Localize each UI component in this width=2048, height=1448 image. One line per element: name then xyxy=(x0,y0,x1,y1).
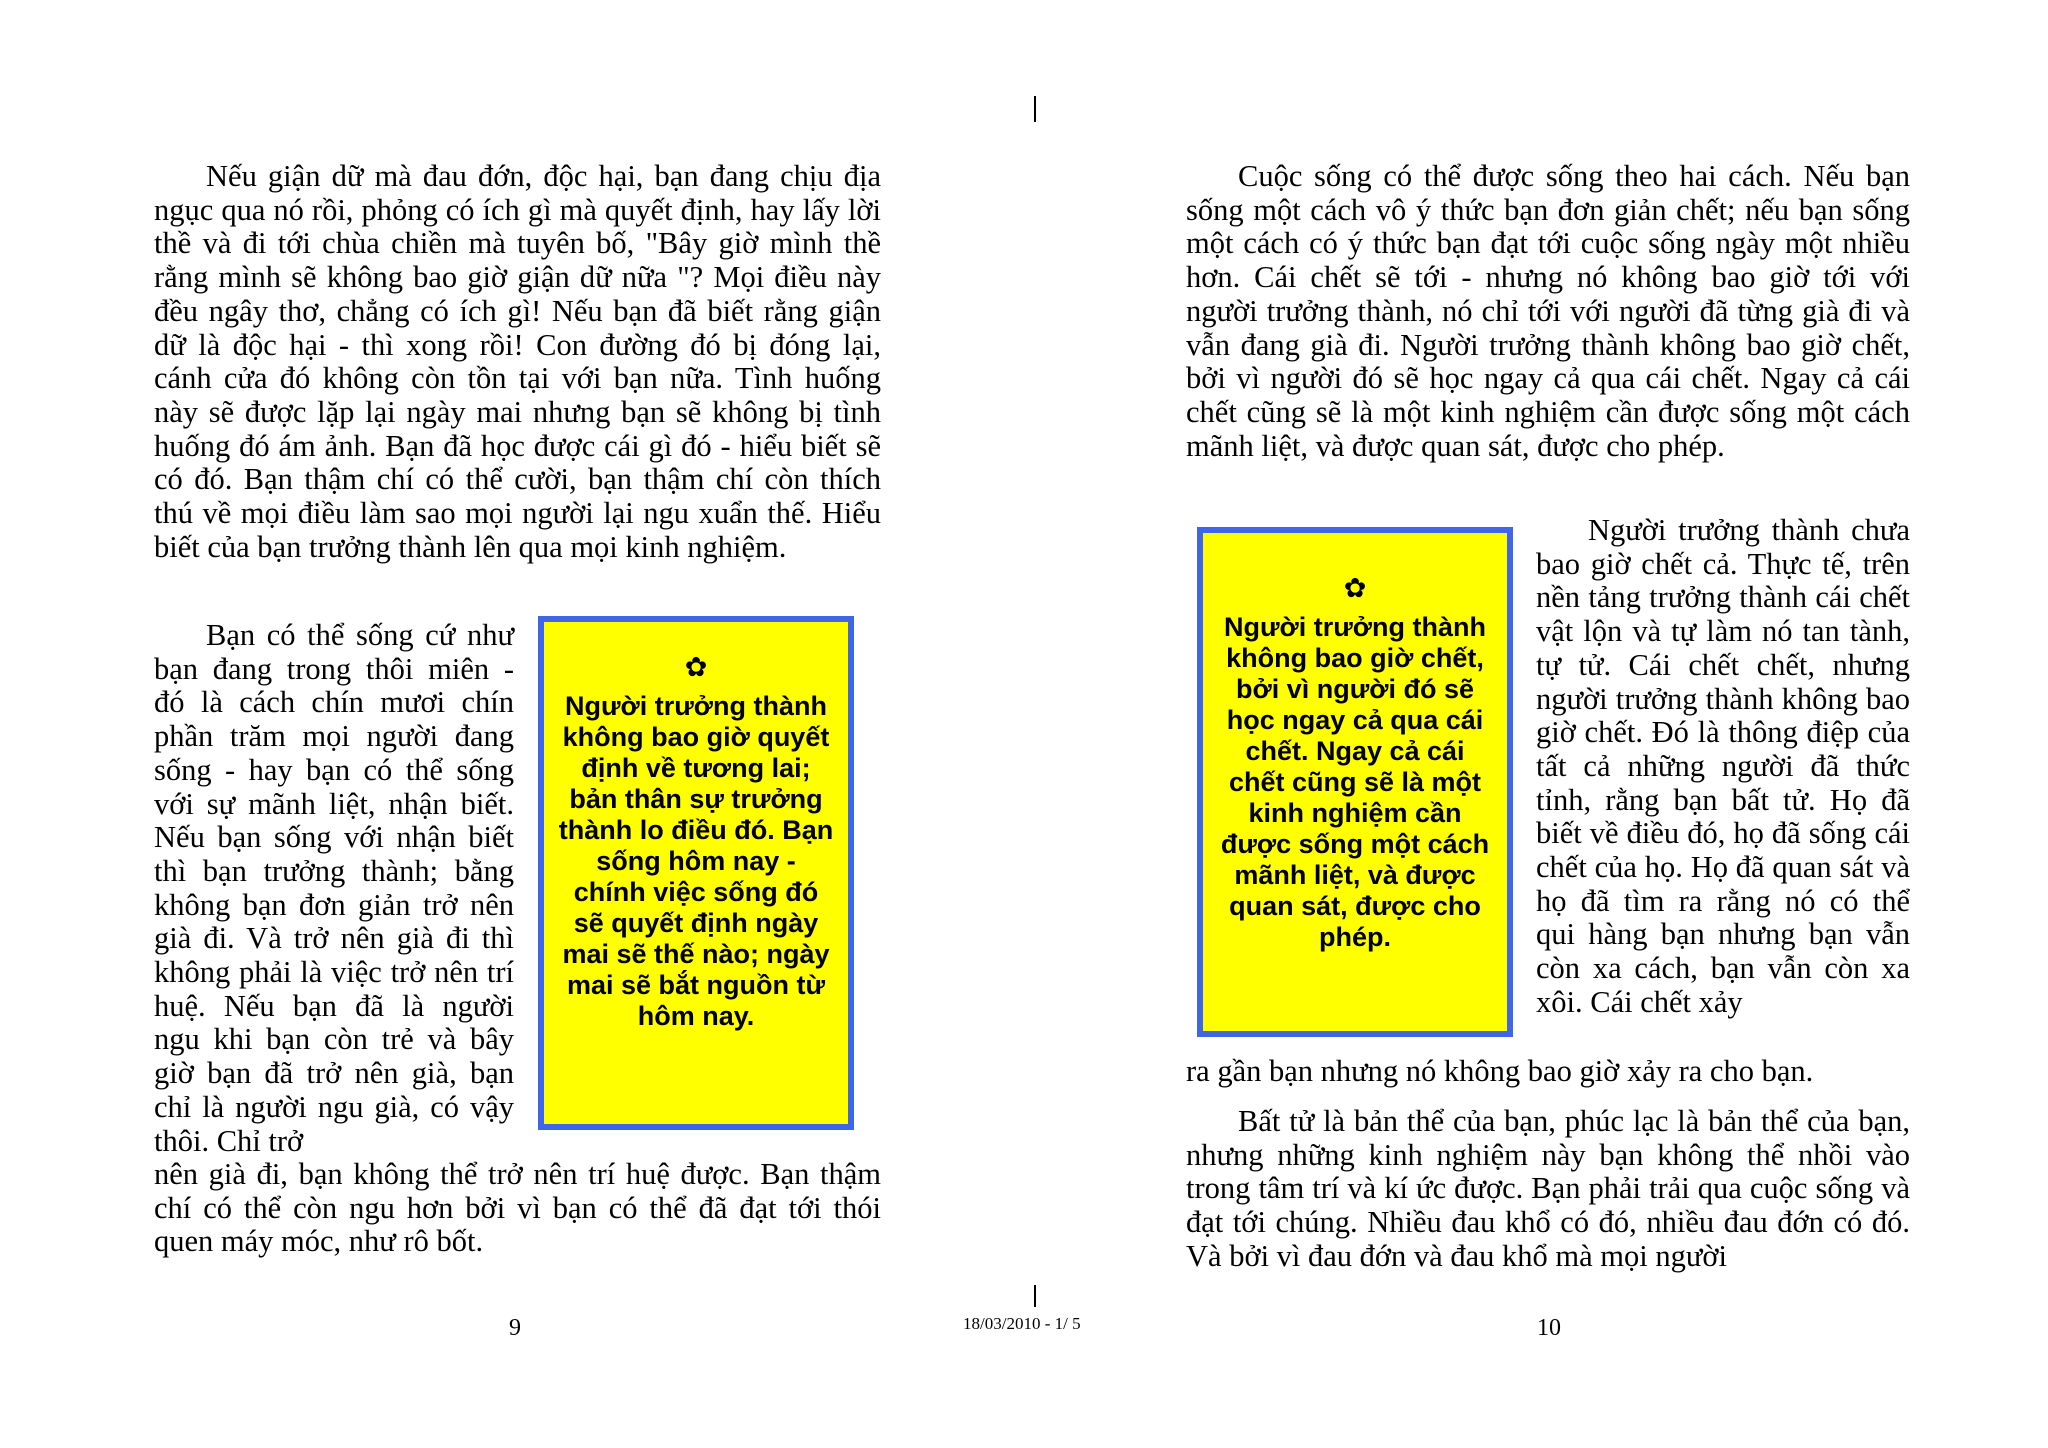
left-pull-quote-text: Người trưởng thành không bao giờ quyết định về tương lai; bản thân sự trưởng thành lo điều đó. Bạn sống hôm nay - chính việc sống đó sẽ quyết định ngày mai sẽ thế nào; ngày mai sẽ bắt nguồn từ hôm nay. xyxy=(558,691,834,1031)
right-paragraph-3: Bất tử là bản thể của bạn, phúc lạc là bản thể của bạn, nhưng những kinh nghiệm này bạn không thể nhồi vào trong tâm trí và kí ức được. Bạn phải trải qua cuộc sống và đạt tới chúng. Nhiều đau khổ có đó, nhiều đau đớn có đó. Và bởi vì đau đớn và đau khổ mà mọi người xyxy=(1186,1104,1910,1273)
left-page-number: 9 xyxy=(509,1315,521,1341)
left-pull-quote-box xyxy=(538,616,854,1130)
right-paragraph-2-tail: ra gần bạn nhưng nó không bao giờ xảy ra cho bạn. xyxy=(1186,1054,1814,1088)
bottom-divider-mark xyxy=(1034,1285,1036,1307)
ornament-icon: ✿ xyxy=(1343,573,1367,603)
right-page-number: 10 xyxy=(1537,1315,1561,1341)
left-paragraph-2-column: Bạn có thể sống cứ như bạn đang trong thôi miên - đó là cách chín mươi chín phần trăm mọi người đang sống - hay bạn có thể sống với sự mãnh liệt, nhận biết. Nếu bạn sống với nhận biết thì bạn trưởng thành; bằng không bạn đơn giản trở nên già đi. Và trở nên già đi thì không phải là việc trở nên trí huệ. Nếu bạn đã là người ngu khi bạn còn trẻ và bây giờ bạn đã trở nên già, bạn chỉ là người ngu già, có vậy thôi. Chỉ trở xyxy=(154,618,514,1158)
right-paragraph-1: Cuộc sống có thể được sống theo hai cách. Nếu bạn sống một cách vô ý thức bạn đơn giản chết; nếu bạn sống một cách có ý thức bạn đạt tới cuộc sống ngày một nhiều hơn. Cái chết sẽ tới - nhưng nó không bao giờ tới với người trưởng thành, nó chỉ tới với người đã từng già đi và vẫn đang già đi. Người trưởng thành không bao giờ chết, bởi vì người đó sẽ học ngay cả qua cái chết. Ngay cả cái chết cũng sẽ là một kinh nghiệm cần được sống một cách mãnh liệt, và được quan sát, được cho phép. xyxy=(1186,159,1910,463)
left-paragraph-1: Nếu giận dữ mà đau đớn, độc hại, bạn đang chịu địa ngục qua nó rồi, phỏng có ích gì mà quyết định, hay lấy lời thề và đi tới chùa chiền mà tuyên bố, "Bây giờ mình thề rằng mình sẽ không bao giờ giận dữ nữa "? Mọi điều này đều ngây thơ, chẳng có ích gì! Nếu bạn đã biết rằng giận dữ là độc hại - thì xong rồi! Con đường đó bị đóng lại, cánh cửa đó không còn tồn tại với bạn nữa. Tình huống này sẽ được lặp lại ngày mai nhưng bạn sẽ không bị tình huống đó ám ảnh. Bạn đã học được cái gì đó - hiểu biết sẽ có đó. Bạn thậm chí có thể cười, bạn thậm chí còn thích thú về mọi điều làm sao mọi người lại ngu xuẩn thế. Hiểu biết của bạn trưởng thành lên qua mọi kinh nghiệm. xyxy=(154,159,881,564)
left-paragraph-2-tail: nên già đi, bạn không thể trở nên trí huệ được. Bạn thậm chí có thể còn ngu hơn bởi vì bạn có thể đã đạt tới thói quen máy móc, như rô bốt. xyxy=(154,1157,881,1259)
right-paragraph-2-column: Người trưởng thành chưa bao giờ chết cả. Thực tế, trên nền tảng trưởng thành cái chết vật lộn và tự làm nó tan tành, tự tử. Cái chết chết, nhưng người trưởng thành không bao giờ chết. Đó là thông điệp của tất cả những người đã thức tỉnh, rằng bạn bất tử. Họ đã biết về điều đó, họ đã sống cái chết của họ. Họ đã quan sát và họ đã tìm ra rằng nó có thể qui hàng bạn nhưng bạn vẫn còn xa cách, bạn vẫn còn xa xôi. Cái chết xảy xyxy=(1536,513,1910,1019)
footer-date-page: 18/03/2010 - 1/ 5 xyxy=(963,1314,1081,1333)
ornament-icon: ✿ xyxy=(684,652,708,682)
right-pull-quote-box xyxy=(1197,527,1513,1037)
right-pull-quote-text: Người trưởng thành không bao giờ chết, bởi vì người đó sẽ học ngay cả qua cái chết. Ngay cả cái chết cũng sẽ là một kinh nghiệm cần được sống một cách mãnh liệt, và được quan sát, được cho phép. xyxy=(1220,612,1490,952)
top-divider-mark xyxy=(1034,96,1036,122)
